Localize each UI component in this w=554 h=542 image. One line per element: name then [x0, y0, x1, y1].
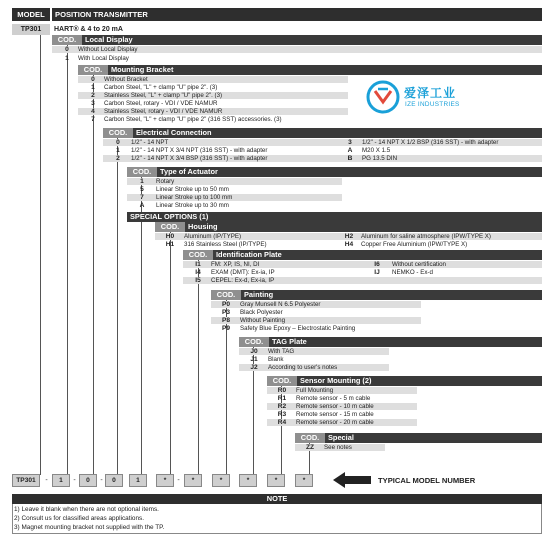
option-code: J1: [250, 356, 258, 363]
option-code: 1: [91, 84, 95, 91]
electrical-connection-header: COD. Electrical Connection: [103, 128, 542, 138]
separator: -: [45, 477, 48, 484]
actuator-header: COD. Type of Actuator: [127, 167, 542, 177]
option-description: Remote sensor - 5 m cable: [296, 395, 371, 402]
connector-line: [117, 138, 118, 475]
local-display-header: COD. Local Display: [52, 35, 542, 45]
option-description: EXAM (DMT): Ex-ia, IP: [211, 269, 275, 276]
option-code: 3: [91, 100, 95, 107]
option-code: B: [347, 155, 353, 162]
model-box: *: [156, 474, 174, 487]
option-code: A: [139, 202, 145, 209]
option-code: R4: [277, 419, 287, 426]
separator: -: [177, 477, 180, 484]
option-description: Carbon Steel, "L" + clamp "U" pipe 2" (316 SST) accessories. (3): [104, 116, 282, 123]
option-code: I5: [195, 277, 201, 284]
option-code: 0: [91, 76, 95, 83]
note-line: 3) Magnet mounting bracket not supplied with the TP.: [14, 524, 165, 531]
sensor-mounting-header: COD. Sensor Mounting (2): [267, 376, 542, 386]
painting-header: COD. Painting: [211, 290, 542, 300]
option-description: Stainless Steel, rotary - VDI / VDE NAMUR: [104, 108, 223, 115]
option-description: Remote sensor - 15 m cable: [296, 411, 374, 418]
option-description: With Local Display: [78, 55, 129, 62]
connector-line: [93, 75, 94, 475]
connector-line: [67, 45, 68, 475]
option-code: 1: [140, 178, 144, 185]
option-description: Rotary: [156, 178, 175, 185]
option-code: H2: [344, 233, 354, 240]
option-code: 2: [116, 155, 120, 162]
option-code: P8: [221, 317, 231, 324]
option-description: Without Painting: [240, 317, 286, 324]
option-description: Aluminum (IP/TYPE): [184, 233, 242, 240]
option-description: 1/2" - 14 NPT X 3/4 NPT (316 SST) - with adapter: [131, 147, 268, 154]
option-description: NEMKO - Ex-d: [392, 269, 433, 276]
option-code: 2: [91, 92, 95, 99]
option-description: 1/2" - 14 NPT X 3/4 BSP (316 SST) - with adapter: [131, 155, 268, 162]
option-code: 4: [91, 108, 95, 115]
option-code: R3: [277, 411, 287, 418]
option-code: I6: [374, 261, 380, 268]
option-code: 0: [65, 46, 69, 53]
arrow-left-icon: [333, 472, 371, 488]
option-description: FM: XP, IS, NI, DI: [211, 261, 260, 268]
option-code: 1: [65, 55, 69, 62]
option-code: H0: [165, 233, 175, 240]
option-description: Safety Blue Epoxy – Electrostatic Painting: [240, 325, 356, 332]
typical-model-label: TYPICAL MODEL NUMBER: [378, 476, 476, 485]
model-description: HART® & 4 to 20 mA: [54, 26, 123, 33]
model-code: TP301: [12, 24, 50, 35]
model-box: *: [267, 474, 285, 487]
option-code: ZZ: [305, 444, 315, 451]
option-description: Black Polyester: [240, 309, 283, 316]
option-description: With TAG: [268, 348, 295, 355]
option-description: PG 13.5 DIN: [362, 155, 398, 162]
option-description: See notes: [324, 444, 352, 451]
row-stripe: [267, 387, 417, 394]
model-box: *: [212, 474, 230, 487]
option-description: Blank: [268, 356, 284, 363]
connector-line: [198, 260, 199, 475]
option-description: According to user's notes: [268, 364, 338, 371]
model-box: *: [295, 474, 313, 487]
option-description: Remote sensor - 10 m cable: [296, 403, 374, 410]
option-description: Gray Munsell N 6.5 Polyester: [240, 301, 321, 308]
connector-line: [170, 232, 171, 475]
option-description: 1/2" - 14 NPT: [131, 139, 169, 146]
option-description: Without certification: [392, 261, 446, 268]
option-description: Without Bracket: [104, 76, 148, 83]
option-code: R2: [277, 403, 287, 410]
option-description: Linear Stroke up to 50 mm: [156, 186, 229, 193]
option-description: Linear Stroke up to 30 mm: [156, 202, 229, 209]
option-code: I4: [195, 269, 201, 276]
option-code: 7: [91, 116, 95, 123]
option-description: Carbon Steel, "L" + clamp "U" pipe 2". (3): [104, 84, 218, 91]
option-code: 7: [140, 194, 144, 201]
logo-english-text: IZE INDUSTRIES: [405, 101, 460, 108]
model-box: 1: [129, 474, 147, 487]
option-description: Aluminum for saline atmosphere (IPW/TYPE X): [361, 233, 491, 240]
model-box: 0: [79, 474, 97, 487]
option-code: 3: [348, 139, 352, 146]
row-stripe: [239, 348, 389, 355]
separator: -: [73, 477, 76, 484]
option-code: R1: [277, 395, 287, 402]
option-code: A: [347, 147, 353, 154]
logo-chinese-text: 爱泽工业: [404, 86, 457, 100]
model-box-prefix: TP301: [12, 474, 40, 487]
position-transmitter-header: POSITION TRANSMITTER: [52, 8, 542, 21]
option-code: J2: [250, 364, 258, 371]
option-description: Carbon Steel, rotary - VDI / VDE NAMUR: [104, 100, 218, 107]
option-description: Copper Free Aluminium (IPW/TYPE X): [361, 241, 468, 248]
option-description: 316 Stainless Steel (IP/TYPE): [184, 241, 267, 248]
option-code: I1: [195, 261, 201, 268]
option-description: Stainless Steel, "L" + clamp "U" pipe 2". (3): [104, 92, 223, 99]
model-box: 0: [105, 474, 123, 487]
option-description: Full Mounting: [296, 387, 334, 394]
option-code: P9: [221, 325, 231, 332]
option-code: 5: [140, 186, 144, 193]
option-code: P3: [221, 309, 231, 316]
connector-line: [40, 35, 41, 475]
option-description: Linear Stroke up to 100 mm: [156, 194, 233, 201]
company-logo: [366, 80, 400, 114]
logo-mark-icon: [366, 80, 400, 114]
option-description: 1/2" - 14 NPT X 1/2 BSP (316 SST) - with adapter: [362, 139, 499, 146]
option-code: J0: [250, 348, 258, 355]
mounting-bracket-header: COD. Mounting Bracket: [78, 65, 542, 75]
option-code: 1: [116, 147, 120, 154]
special-options-header: SPECIAL OPTIONS (1): [127, 212, 542, 222]
option-code: R0: [277, 387, 287, 394]
identification-plate-header: COD. Identification Plate: [183, 250, 542, 260]
model-box: 1: [52, 474, 70, 487]
option-description: Remote sensor - 20 m cable: [296, 419, 374, 426]
option-code: 0: [116, 139, 120, 146]
option-code: H1: [165, 241, 175, 248]
tag-plate-header: COD. TAG Plate: [239, 337, 542, 347]
option-description: Without Local Display: [78, 46, 138, 53]
special-header: COD. Special: [295, 433, 542, 443]
model-box: *: [184, 474, 202, 487]
note-line: 1) Leave it blank when there are not optional items.: [14, 506, 159, 513]
model-box: *: [239, 474, 257, 487]
model-header: MODEL: [12, 8, 50, 21]
option-description: M20 X 1.5: [362, 147, 391, 154]
housing-header: COD. Housing: [155, 222, 542, 232]
option-description: CEPEL: Ex-d, Ex-ia, IP: [211, 277, 275, 284]
separator: -: [100, 477, 103, 484]
option-code: P0: [221, 301, 231, 308]
note-line: 2) Consult us for classified areas applications.: [14, 515, 145, 522]
option-code: H4: [344, 241, 354, 248]
note-header: NOTE: [12, 494, 542, 504]
option-code: IJ: [374, 269, 380, 276]
